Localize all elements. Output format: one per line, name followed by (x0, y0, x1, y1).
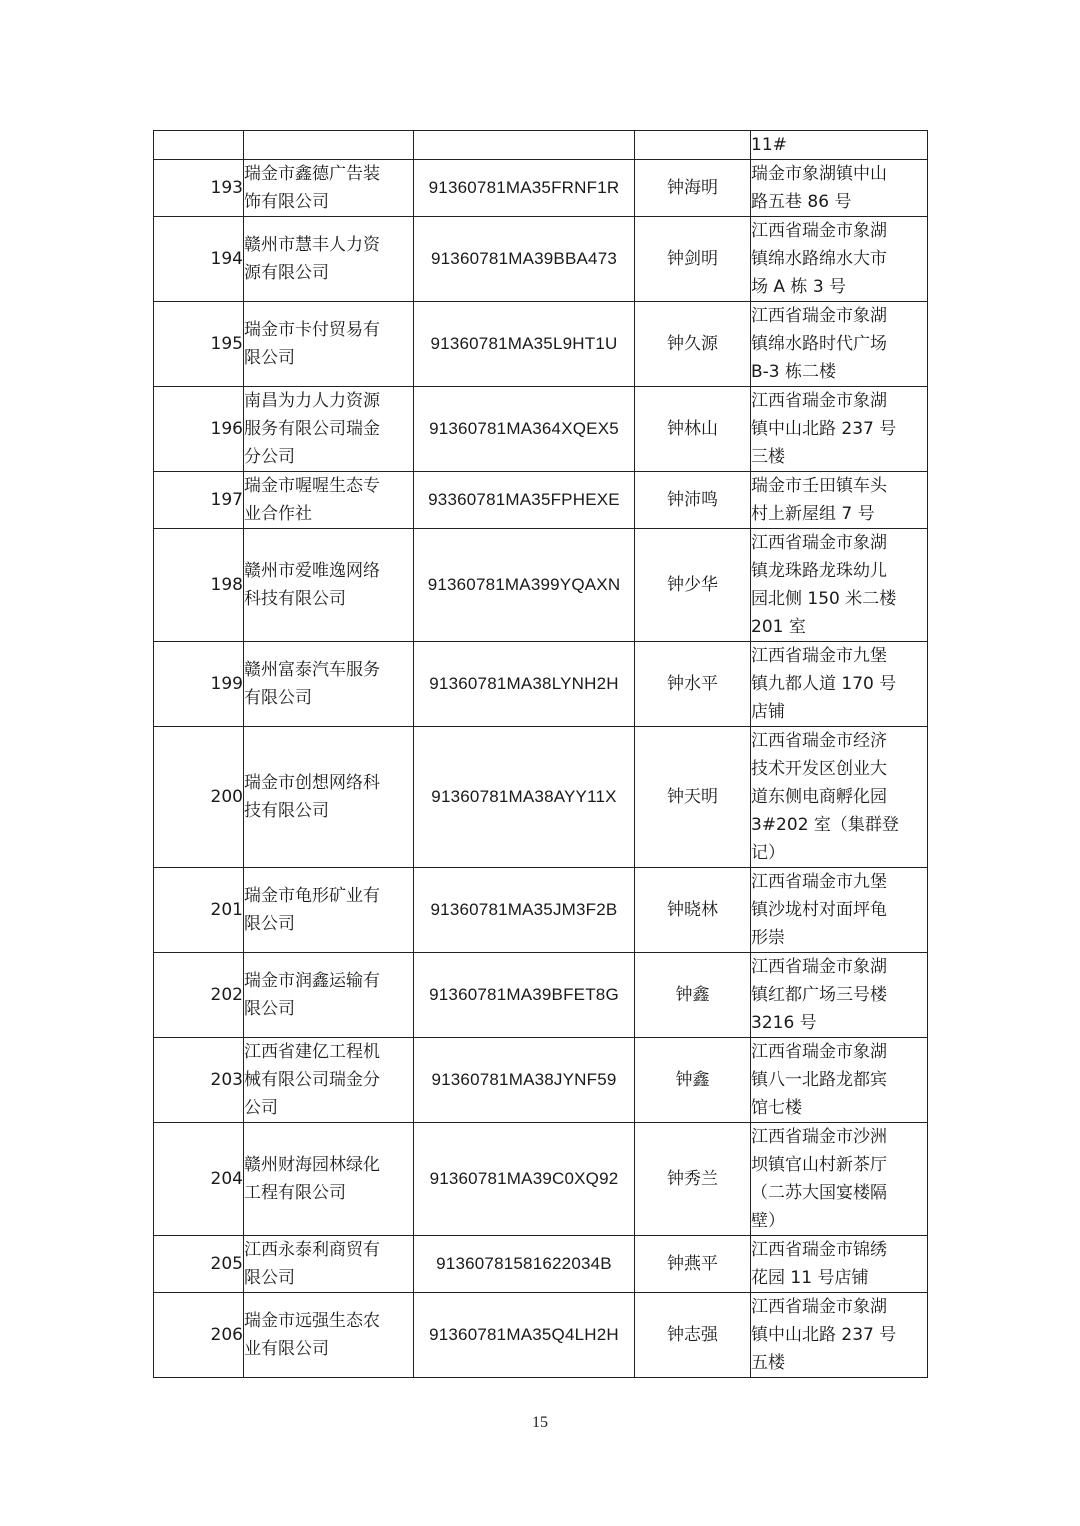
cell-address (751, 953, 928, 1038)
cell-number-text: 205 (210, 1254, 243, 1274)
company-registry-table (153, 130, 928, 1378)
cell-company-name (244, 1123, 414, 1236)
cell-credit-code-text: 93360781MA35FPHEXE (428, 490, 620, 509)
cell-number-text: 199 (210, 674, 243, 694)
cell-number (154, 727, 244, 868)
cell-company-name (244, 642, 414, 727)
cell-number-text: 203 (210, 1070, 243, 1090)
cell-company-name-text: 瑞金市鑫德广告装 饰有限公司 (244, 164, 380, 212)
cell-number (154, 387, 244, 472)
cell-credit-code (414, 1123, 635, 1236)
table-row (154, 160, 928, 217)
cell-credit-code (414, 529, 635, 642)
cell-company-name (244, 472, 414, 529)
cell-legal-representative (635, 160, 751, 217)
cell-company-name (244, 1038, 414, 1123)
cell-address (751, 1236, 928, 1293)
cell-address-text: 瑞金市壬田镇车头 村上新屋组 7 号 (751, 476, 887, 524)
cell-credit-code (414, 727, 635, 868)
cell-number-text: 201 (210, 900, 243, 920)
cell-legal-representative-text: 钟少华 (667, 575, 718, 595)
cell-legal-representative (635, 868, 751, 953)
table-row (154, 302, 928, 387)
cell-number-text: 198 (210, 575, 243, 595)
cell-number-text: 195 (210, 334, 243, 354)
cell-address-text: 江西省瑞金市沙洲 坝镇官山村新茶厅 （二苏大国宴楼隔 壁） (751, 1127, 887, 1231)
table-row (154, 953, 928, 1038)
cell-number (154, 1293, 244, 1378)
cell-credit-code (414, 1293, 635, 1378)
cell-address-text: 江西省瑞金市象湖 镇中山北路 237 号 三楼 (751, 391, 897, 467)
cell-legal-representative (635, 642, 751, 727)
cell-legal-representative-text: 钟水平 (667, 674, 718, 694)
cell-legal-representative-text: 钟秀兰 (667, 1169, 718, 1189)
cell-company-name (244, 217, 414, 302)
table-row (154, 1293, 928, 1378)
cell-address (751, 529, 928, 642)
cell-credit-code (414, 387, 635, 472)
cell-number-text: 204 (210, 1169, 243, 1189)
cell-address (751, 387, 928, 472)
cell-credit-code (414, 302, 635, 387)
cell-company-name (244, 727, 414, 868)
cell-credit-code (414, 1236, 635, 1293)
table-row (154, 217, 928, 302)
cell-legal-representative-text: 钟沛鸣 (667, 490, 718, 510)
cell-legal-representative (635, 472, 751, 529)
cell-number (154, 868, 244, 953)
cell-number (154, 160, 244, 217)
cell-address-text: 江西省瑞金市九堡 镇九都人道 170 号 店铺 (751, 646, 897, 722)
cell-number (154, 642, 244, 727)
cell-address (751, 1123, 928, 1236)
cell-credit-code (414, 642, 635, 727)
cell-address-text: 江西省瑞金市经济 技术开发区创业大 道东侧电商孵化园 3#202 室（集群登 记） (751, 731, 899, 863)
cell-address-text: 瑞金市象湖镇中山 路五巷 86 号 (751, 164, 887, 212)
cell-company-name (244, 131, 414, 160)
cell-address-text: 江西省瑞金市锦绣 花园 11 号店铺 (751, 1240, 887, 1288)
cell-company-name (244, 302, 414, 387)
cell-number (154, 217, 244, 302)
cell-company-name (244, 868, 414, 953)
cell-legal-representative (635, 953, 751, 1038)
cell-company-name (244, 160, 414, 217)
cell-legal-representative (635, 131, 751, 160)
cell-company-name-text: 瑞金市卡付贸易有 限公司 (244, 320, 380, 368)
cell-address (751, 868, 928, 953)
cell-legal-representative-text: 钟林山 (667, 419, 718, 439)
cell-legal-representative (635, 217, 751, 302)
cell-number (154, 1236, 244, 1293)
cell-legal-representative-text: 钟海明 (667, 178, 718, 198)
cell-legal-representative-text: 钟志强 (667, 1325, 718, 1345)
table-row (154, 868, 928, 953)
cell-legal-representative-text: 钟鑫 (675, 1070, 710, 1090)
cell-number-text: 206 (210, 1325, 243, 1345)
cell-legal-representative (635, 1236, 751, 1293)
cell-credit-code-text: 91360781MA364XQEX5 (429, 419, 619, 438)
cell-address-text: 江西省瑞金市象湖 镇红都广场三号楼 3216 号 (751, 957, 887, 1033)
cell-address (751, 217, 928, 302)
cell-address (751, 131, 928, 160)
cell-address-text: 江西省瑞金市九堡 镇沙垅村对面坪龟 形崇 (751, 872, 887, 948)
cell-company-name-text: 江西永泰利商贸有 限公司 (244, 1240, 380, 1288)
cell-credit-code (414, 868, 635, 953)
cell-company-name-text: 瑞金市创想网络科 技有限公司 (244, 773, 380, 821)
table-row (154, 1123, 928, 1236)
cell-legal-representative (635, 387, 751, 472)
cell-credit-code-text: 91360781MA38LYNH2H (429, 674, 619, 693)
cell-number-text: 200 (210, 787, 243, 807)
cell-address-text: 江西省瑞金市象湖 镇八一北路龙都宾 馆七楼 (751, 1042, 887, 1118)
cell-credit-code-text: 91360781MA39BFET8G (429, 985, 619, 1004)
cell-credit-code-text: 91360781MA35Q4LH2H (429, 1325, 619, 1344)
cell-credit-code-text: 91360781MA35JM3F2B (430, 900, 618, 919)
cell-number-text: 194 (210, 249, 243, 269)
cell-address (751, 472, 928, 529)
table-row (154, 529, 928, 642)
cell-legal-representative-text: 钟天明 (667, 787, 718, 807)
cell-legal-representative (635, 302, 751, 387)
cell-company-name-text: 南昌为力人力资源 服务有限公司瑞金 分公司 (244, 391, 380, 467)
table-row (154, 472, 928, 529)
table-row (154, 727, 928, 868)
page-number: 15 (532, 1414, 548, 1431)
cell-number (154, 529, 244, 642)
cell-number-text: 202 (210, 985, 243, 1005)
cell-legal-representative-text: 钟久源 (667, 334, 718, 354)
cell-company-name-text: 江西省建亿工程机 械有限公司瑞金分 公司 (244, 1042, 380, 1118)
cell-credit-code-text: 91360781MA38AYY11X (431, 787, 617, 806)
cell-address (751, 302, 928, 387)
cell-company-name-text: 赣州富泰汽车服务 有限公司 (244, 660, 380, 708)
cell-company-name (244, 1236, 414, 1293)
cell-company-name-text: 瑞金市龟形矿业有 限公司 (244, 886, 380, 934)
cell-company-name (244, 1293, 414, 1378)
cell-legal-representative (635, 1038, 751, 1123)
cell-credit-code-text: 91360781MA38JYNF59 (431, 1070, 617, 1089)
cell-credit-code (414, 472, 635, 529)
cell-credit-code-text: 91360781MA39C0XQ92 (429, 1169, 619, 1188)
cell-number (154, 953, 244, 1038)
cell-company-name (244, 953, 414, 1038)
cell-credit-code-text: 91360781MA35FRNF1R (428, 178, 620, 197)
table-row (154, 642, 928, 727)
cell-number (154, 1123, 244, 1236)
cell-legal-representative (635, 727, 751, 868)
cell-company-name-text: 赣州市慧丰人力资 源有限公司 (244, 235, 380, 283)
cell-address-text: 江西省瑞金市象湖 镇中山北路 237 号 五楼 (751, 1297, 897, 1373)
cell-address (751, 160, 928, 217)
cell-company-name-text: 赣州市爱唯逸网络 科技有限公司 (244, 561, 380, 609)
cell-credit-code (414, 1038, 635, 1123)
cell-address-text: 江西省瑞金市象湖 镇龙珠路龙珠幼儿 园北侧 150 米二楼 201 室 (751, 533, 897, 637)
cell-address-text: 江西省瑞金市象湖 镇绵水路时代广场 B-3 栋二楼 (751, 306, 887, 382)
cell-number (154, 302, 244, 387)
table-row (154, 387, 928, 472)
cell-legal-representative (635, 1293, 751, 1378)
cell-legal-representative-text: 钟剑明 (667, 249, 718, 269)
cell-address (751, 642, 928, 727)
cell-address-text: 江西省瑞金市象湖 镇绵水路绵水大市 场 A 栋 3 号 (751, 221, 887, 297)
cell-credit-code (414, 160, 635, 217)
cell-company-name-text: 赣州财海园林绿化 工程有限公司 (244, 1155, 380, 1203)
cell-number-text: 197 (210, 490, 243, 510)
continuation-row (154, 131, 928, 160)
cell-credit-code (414, 217, 635, 302)
cell-number-text: 196 (210, 419, 243, 439)
table-row (154, 1038, 928, 1123)
cell-legal-representative (635, 1123, 751, 1236)
cell-address (751, 727, 928, 868)
cell-credit-code-text: 91360781581622034B (436, 1254, 612, 1273)
cell-credit-code-text: 91360781MA39BBA473 (430, 249, 618, 268)
cell-company-name-text: 瑞金市远强生态农 业有限公司 (244, 1311, 380, 1359)
cell-number (154, 1038, 244, 1123)
cell-credit-code (414, 131, 635, 160)
registry-table-body (154, 131, 928, 1378)
cell-address (751, 1038, 928, 1123)
cell-legal-representative-text: 钟晓林 (667, 900, 718, 920)
cell-company-name-text: 瑞金市润鑫运输有 限公司 (244, 971, 380, 1019)
cell-credit-code-text: 91360781MA399YQAXN (427, 575, 621, 594)
cell-credit-code (414, 953, 635, 1038)
cell-credit-code-text: 91360781MA35L9HT1U (430, 334, 618, 353)
cell-company-name-text: 瑞金市喔喔生态专 业合作社 (244, 476, 380, 524)
cell-address-text: 11# (751, 135, 787, 155)
cell-legal-representative (635, 529, 751, 642)
cell-number (154, 472, 244, 529)
cell-legal-representative-text: 钟鑫 (675, 985, 710, 1005)
cell-number-text: 193 (210, 178, 243, 198)
cell-address (751, 1293, 928, 1378)
cell-number (154, 131, 244, 160)
cell-legal-representative-text: 钟燕平 (667, 1254, 718, 1274)
cell-company-name (244, 387, 414, 472)
table-row (154, 1236, 928, 1293)
cell-company-name (244, 529, 414, 642)
